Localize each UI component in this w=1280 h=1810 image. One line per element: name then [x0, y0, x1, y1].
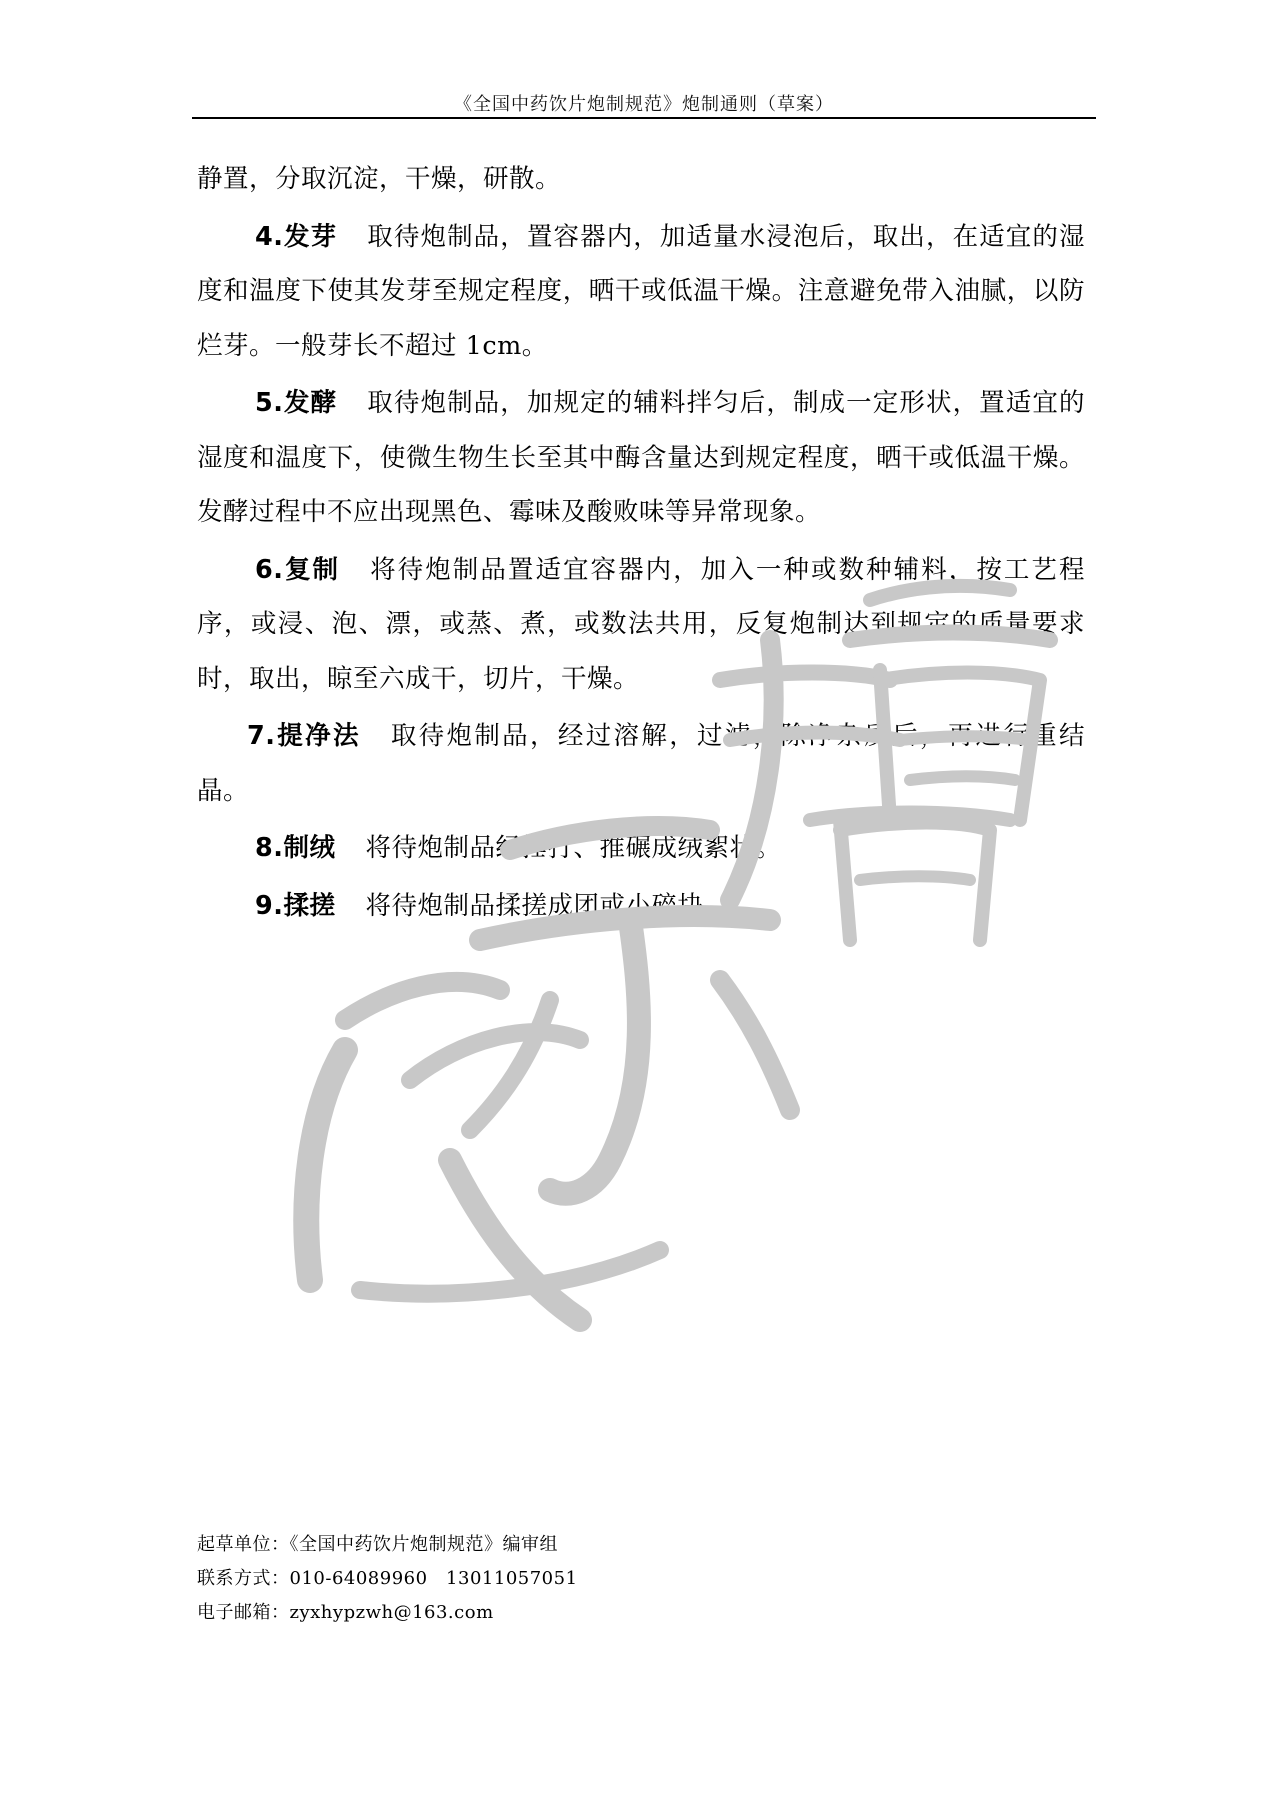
section-number: 5.: [255, 388, 284, 418]
section-term: 揉搓: [283, 890, 336, 921]
email-value: zyxhypzwh@163.com: [289, 1602, 494, 1623]
page-header: 《全国中药饮片炮制规范》炮制通则（草案）: [454, 94, 834, 115]
email-line: [197, 1596, 578, 1630]
paragraph-text: 静置，分取沉淀，干燥，研散。: [197, 164, 562, 194]
section-number: 9.: [255, 890, 284, 921]
email-label: 电子邮箱：: [197, 1602, 290, 1623]
header-divider: [192, 117, 1096, 119]
paragraph-continued: [197, 152, 1085, 207]
drafting-unit-label: 起草单位：: [197, 1534, 290, 1555]
paragraph-fluffing: [197, 821, 1085, 876]
section-heading: [255, 833, 335, 863]
section-number: 6.: [255, 554, 284, 585]
paragraph-text: 将待炮制品揉搓成团或小碎块。: [365, 890, 730, 921]
section-number: 7.: [247, 721, 276, 751]
section-heading: [255, 555, 340, 585]
section-heading: [247, 721, 361, 751]
contact-value: 010-64089960 13011057051: [289, 1568, 578, 1589]
section-term: 发酵: [283, 388, 338, 418]
drafting-unit-value: 《全国中药饮片炮制规范》编审组: [289, 1534, 558, 1555]
paragraph-compound-processing: [197, 543, 1085, 707]
paragraph-text: 取待炮制品，经过溶解，过滤，除净杂质后，再进行重结晶。: [197, 721, 1085, 806]
paragraph-text: 取待炮制品，置容器内，加适量水浸泡后，取出，在适宜的湿度和温度下使其发芽至规定程度，晒干或低温干燥。注意避免带入油腻，以防烂芽。一般芽长不超过 1cm。: [197, 221, 1085, 361]
section-heading: [255, 388, 337, 418]
paragraph-fermentation: [197, 376, 1085, 540]
paragraph-text: 取待炮制品，加规定的辅料拌匀后，制成一定形状，置适宜的湿度和温度下，使微生物生长至其中酶含量达到规定程度，晒干或低温干燥。发酵过程中不应出现黑色、霉味及酸败味等异常现象。: [197, 388, 1085, 527]
section-term: 复制: [283, 554, 341, 585]
document-body: [197, 152, 1085, 936]
section-term: 制绒: [283, 833, 336, 863]
paragraph-text: 将待炮制品经捶打、推碾成绒絮状。: [365, 833, 782, 863]
section-heading: [255, 222, 337, 252]
section-number: 8.: [255, 833, 284, 863]
section-term: 提净法: [275, 721, 361, 751]
contact-label: 联系方式：: [197, 1568, 290, 1589]
document-footer: [197, 1528, 578, 1630]
paragraph-text: 将待炮制品置适宜容器内，加入一种或数种辅料，按工艺程序，或浸、泡、漂，或蒸、煮，或数法共用，反复炮制达到规定的质量要求时，取出，晾至六成干，切片，干燥。: [197, 554, 1085, 694]
contact-line: [197, 1562, 578, 1596]
section-term: 发芽: [283, 221, 338, 252]
drafting-unit-line: [197, 1528, 578, 1562]
paragraph-kneading: [197, 879, 1085, 934]
paragraph-purification: [197, 709, 1085, 818]
section-number: 4.: [255, 221, 284, 252]
section-heading: [255, 891, 335, 921]
paragraph-sprouting: [197, 210, 1085, 374]
